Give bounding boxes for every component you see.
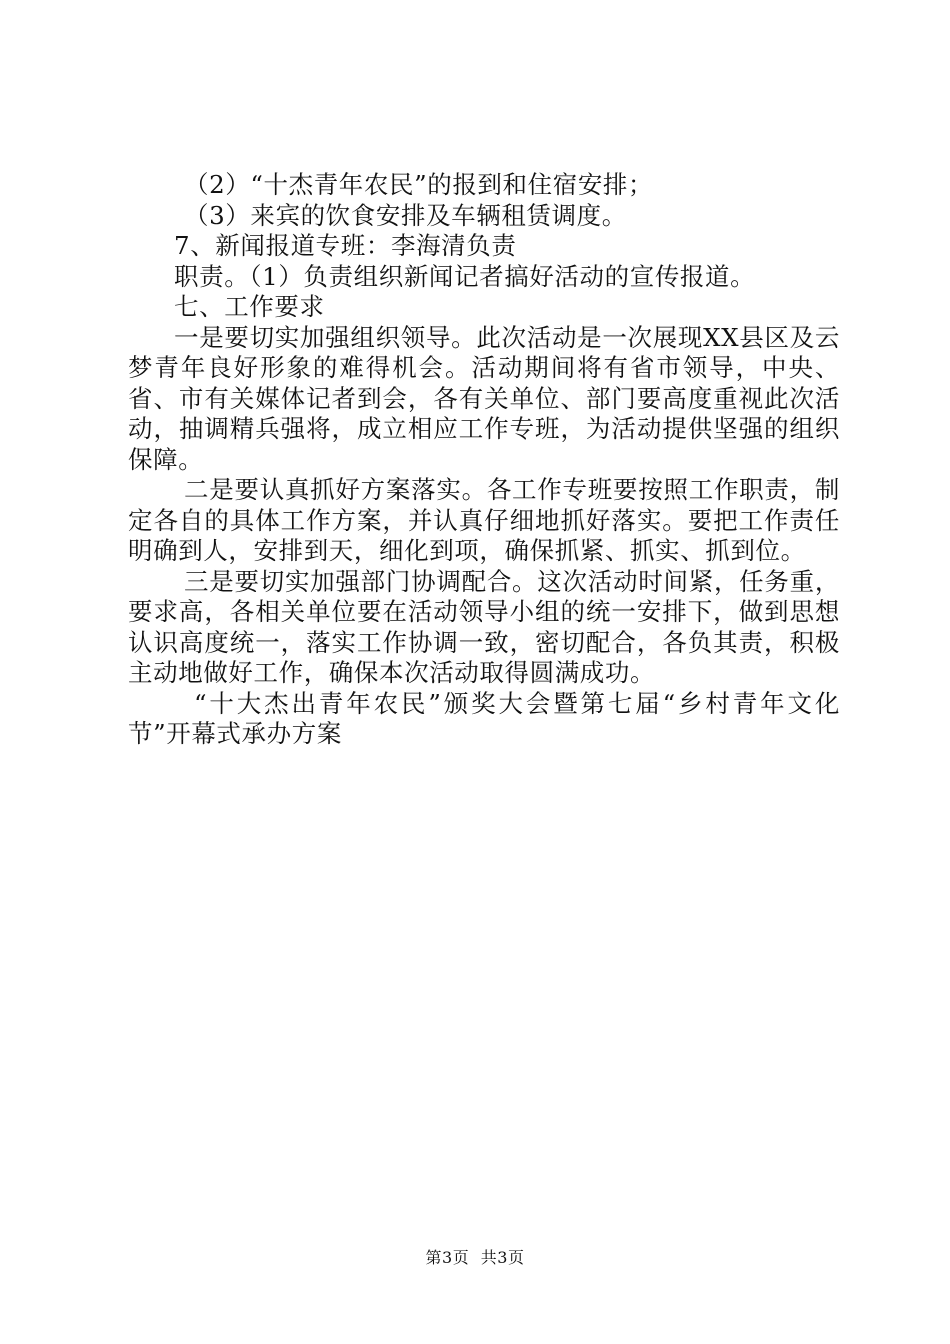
paragraph-registration: （2）“十杰青年农民”的报到和住宿安排；: [184, 170, 654, 199]
section-heading-requirements: 七、工作要求: [174, 292, 325, 321]
page-number-total: 共3页: [480, 1248, 525, 1267]
paragraph-news-duty: 职责。（1）负责组织新闻记者搞好活动的宣传报道。: [174, 261, 756, 291]
paragraph-requirement-1: 一是要切实加强组织领导。此次活动是一次展现XX县区及云梦青年良好形象的难得机会。活动期间将有省市领导，中央、省、市有关媒体记者到会，各有关单位、部门要高度重视此次活动，抽调精兵强将，成立相应工作专班，为活动提供坚强的组织保障。: [128, 322, 840, 474]
document-body: [128, 170, 840, 750]
page-number-current: 第3页: [425, 1248, 470, 1267]
document-closing-title: “十大杰出青年农民”颁奖大会暨第七届“乡村青年文化节”开幕式承办方案: [128, 688, 840, 748]
page-footer: [0, 1245, 950, 1268]
paragraph-requirement-3: 三是要切实加强部门协调配合。这次活动时间紧，任务重，要求高，各相关单位要在活动领导小组的统一安排下，做到思想认识高度统一，落实工作协调一致，密切配合，各负其责，积极主动地做好工作，确保本次活动取得圆满成功。: [128, 566, 840, 687]
paragraph-requirement-2: 二是要认真抓好方案落实。各工作专班要按照工作职责，制定各自的具体工作方案，并认真仔细地抓好落实。要把工作责任明确到人，安排到天，细化到项，确保抓紧、抓实、抓到位。: [128, 475, 840, 565]
paragraph-news-team: 7、新闻报道专班：李海清负责: [174, 231, 517, 260]
paragraph-catering: （3）来宾的饮食安排及车辆租赁调度。: [184, 200, 627, 230]
